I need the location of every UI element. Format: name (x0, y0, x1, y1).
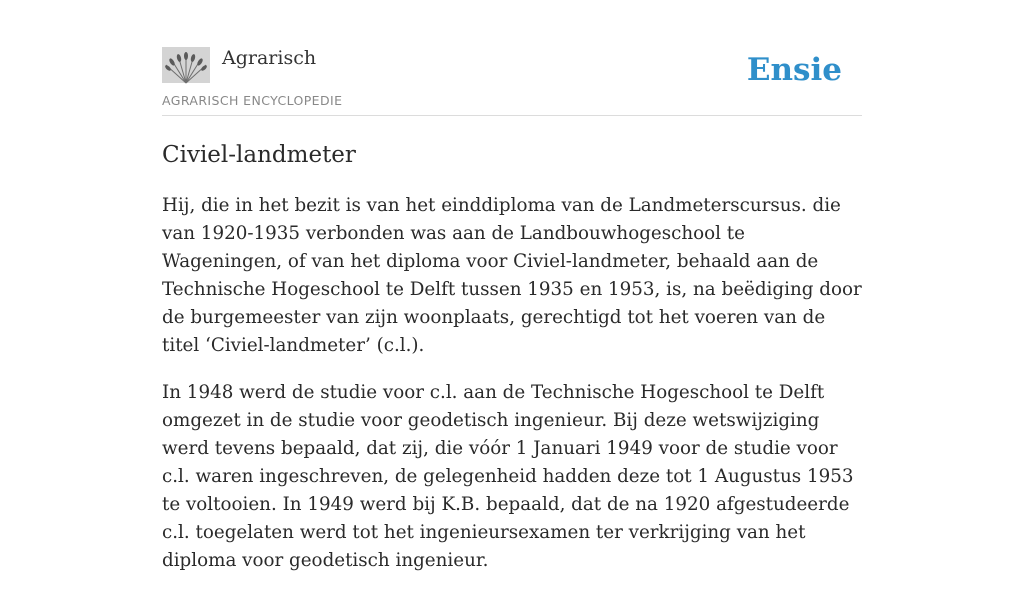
article-paragraph: In 1948 werd de studie voor c.l. aan de Technische Hogeschool te Delft omgezet in de studie voor geodetisch ingenieur. Bij deze wetswijziging werd tevens bepaald, dat zij, die vóór 1 Januari 1949 voor de studie voor c.l. waren ingeschreven, de gelegenheid hadden deze tot 1 Augustus 1953 te voltooien. In 1949 werd bij K.B. bepaald, dat de na 1920 afgestudeerde c.l. toegelaten werd tot het ingenieursexamen ter verkrijging van het diploma voor geodetisch ingenieur. (162, 382, 854, 571)
article-paragraph: Hij, die in het bezit is van het einddiploma van de Landmeterscursus. die van 1920-1935 verbonden was aan de Landbouwhogeschool te Wageningen, of van het diploma voor Civiel-landmeter, behaald aan de Technische Hogeschool te Delft tussen 1935 en 1953, is, na beëdiging door de burgemeester van zijn woonplaats, gerechtigd tot het voeren van de titel ‘Civiel-landmeter’ (c.l.). (162, 195, 862, 356)
source-name[interactable]: Agrarisch (222, 47, 317, 69)
brand-logo[interactable]: Ensie (746, 52, 842, 88)
source-subtitle[interactable]: AGRARISCH ENCYCLOPEDIE (162, 93, 343, 108)
wheat-icon[interactable] (162, 47, 210, 83)
header (162, 46, 862, 116)
article-body (162, 192, 862, 594)
page-title: Civiel-landmeter (162, 142, 356, 168)
